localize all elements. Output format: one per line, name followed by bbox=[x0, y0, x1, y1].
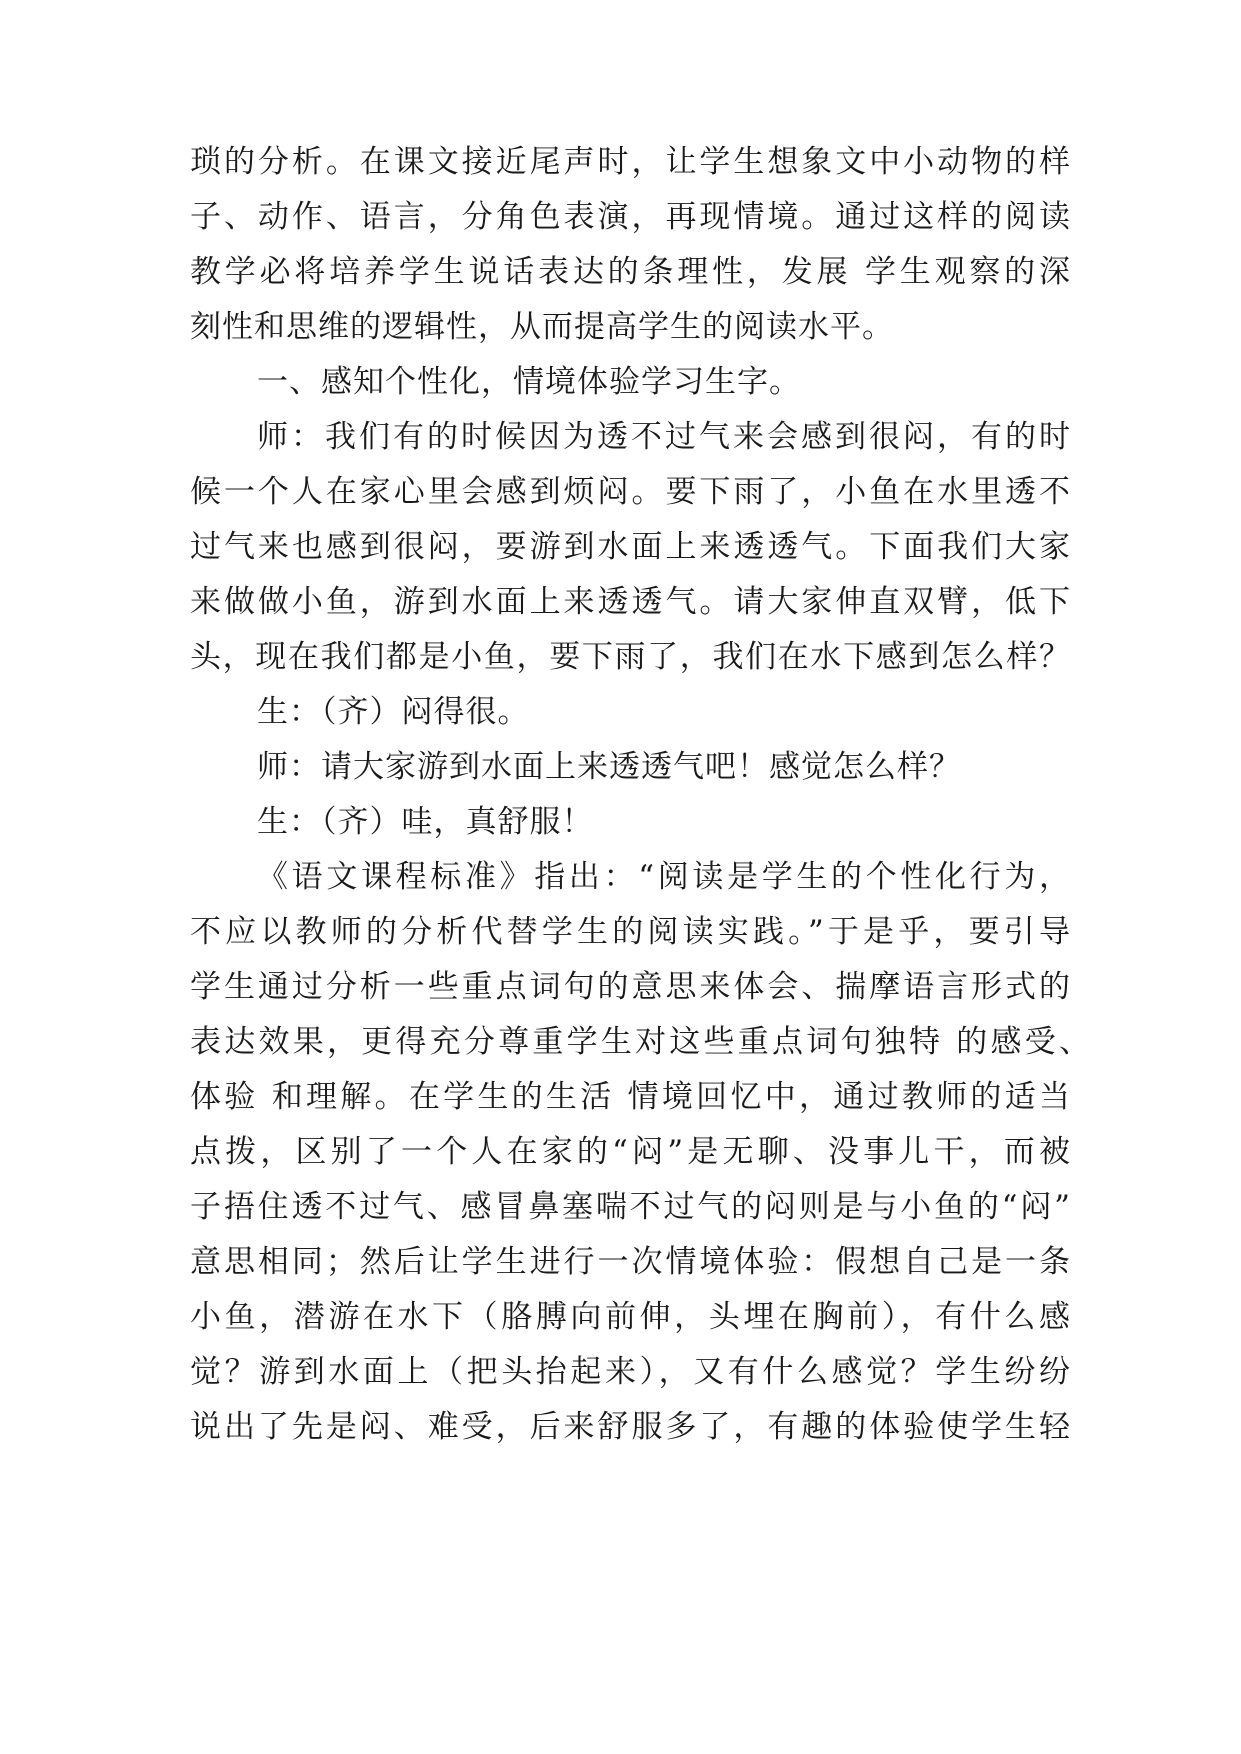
text-line: 师：我们有的时候因为透不过气来会感到很闷，有的时 bbox=[257, 419, 1070, 455]
text-line: 体验 和理解。在学生的生活 情境回忆中，通过教师的适当 bbox=[190, 1079, 1070, 1115]
text-line: 意思相同；然后让学生进行一次情境体验：假想自己是一条 bbox=[190, 1244, 1070, 1280]
text-line: 过气来也感到很闷，要游到水面上来透透气。下面我们大家 bbox=[190, 529, 1070, 565]
text-line: 头，现在我们都是小鱼，要下雨了，我们在水下感到怎么样？ bbox=[190, 639, 1070, 675]
text-line: 《语文课程标准》指出：“阅读是学生的个性化行为， bbox=[257, 859, 1070, 895]
text-line: 生：（齐）哇，真舒服！ bbox=[257, 804, 594, 840]
text-line: 生：（齐）闷得很。 bbox=[257, 694, 530, 730]
text-line: 师：请大家游到水面上来透透气吧！感觉怎么样？ bbox=[257, 749, 961, 785]
text-line: 来做做小鱼，游到水面上来透透气。请大家伸直双臂，低下 bbox=[190, 584, 1070, 620]
text-line: 说出了先是闷、难受，后来舒服多了，有趣的体验使学生轻 bbox=[190, 1409, 1070, 1445]
text-line: 琐的分析。在课文接近尾声时，让学生想象文中小动物的样 bbox=[190, 144, 1070, 180]
text-line: 学生通过分析一些重点词句的意思来体会、揣摩语言形式的 bbox=[190, 969, 1070, 1005]
text-line: 刻性和思维的逻辑性，从而提高学生的阅读水平。 bbox=[190, 309, 894, 345]
text-line: 小鱼，潜游在水下（胳膊向前伸，头埋在胸前），有什么感 bbox=[190, 1299, 1070, 1335]
text-line: 觉？游到水面上（把头抬起来），又有什么感觉？学生纷纷 bbox=[190, 1354, 1070, 1390]
text-line: 不应以教师的分析代替学生的阅读实践。”于是乎，要引导 bbox=[190, 914, 1070, 950]
text-line: 子、动作、语言，分角色表演，再现情境。通过这样的阅读 bbox=[190, 199, 1070, 235]
text-line: 候一个人在家心里会感到烦闷。要下雨了，小鱼在水里透不 bbox=[190, 474, 1070, 510]
section-heading: 一、感知个性化，情境体验学习生字。 bbox=[257, 364, 801, 400]
text-line: 表达效果，更得充分尊重学生对这些重点词句独特 的感受、 bbox=[190, 1024, 1090, 1060]
text-line: 子捂住透不过气、感冒鼻塞喘不过气的闷则是与小鱼的“闷” bbox=[190, 1189, 1070, 1225]
text-line: 教学必将培养学生说话表达的条理性，发展 学生观察的深 bbox=[190, 254, 1070, 290]
text-line: 点拨，区别了一个人在家的“闷”是无聊、没事儿干，而被 bbox=[190, 1134, 1070, 1170]
